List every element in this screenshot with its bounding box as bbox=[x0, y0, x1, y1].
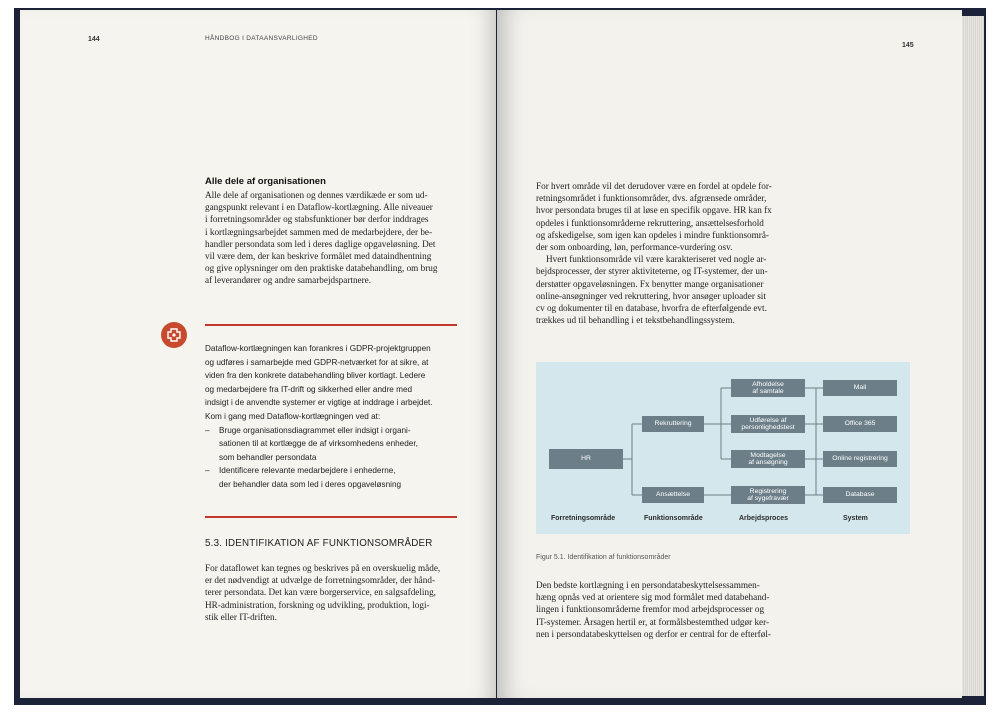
callout-line: viden fra den konkrete databehandling bliver kortlagt. Ledere bbox=[205, 371, 426, 381]
callout-bullet bbox=[205, 464, 465, 491]
subheading: Alle dele af organisationen bbox=[205, 176, 326, 187]
node-hr: HR bbox=[549, 449, 623, 469]
text-line: nen i persondatabeskyttelsen og derfor er central for de efterføl- bbox=[536, 628, 771, 639]
text-line: handler persondata som led i deres daglige opgaveløsning. Det bbox=[205, 238, 436, 249]
node-registrering bbox=[731, 486, 805, 504]
text-line: derstøtter opgaveløsningen. Fx benytter mange organisationer bbox=[536, 278, 764, 289]
text-line: Alle dele af organisationen og dennes værdikæde er som ud- bbox=[205, 190, 428, 200]
text-line: For hvert område vil det derudover være en fordel at opdele for- bbox=[536, 181, 772, 191]
callout-bottom-rule bbox=[205, 516, 457, 518]
text-line: retningsområdet i funktionsområder, dvs. afgrænsede områder, bbox=[536, 193, 767, 204]
node-line: personlighedstest bbox=[741, 424, 795, 431]
column-label: Funktionsområde bbox=[644, 515, 703, 522]
page-number-left: 144 bbox=[88, 36, 100, 43]
node-online-registrering: Online registrering bbox=[823, 451, 897, 467]
text-line: hæng opnås ved at orientere sig mod formålet med databehand- bbox=[536, 592, 770, 603]
text-line: og afskedigelse, som igen kan opdeles i mindre funktionsområ- bbox=[536, 229, 769, 240]
node-modtagelse bbox=[731, 450, 805, 468]
bullet-line: – Identificere relevante medarbejdere i enhederne, bbox=[219, 466, 396, 476]
callout-line: Dataflow-kortlægningen kan forankres i GDPR-projektgruppen bbox=[205, 344, 431, 353]
node-personlighedstest bbox=[731, 415, 805, 433]
text-line: trækkes ud til behandling i et tekstbehandlingssystem. bbox=[536, 315, 735, 326]
node-ansaettelse: Ansættelse bbox=[642, 487, 704, 503]
text-line: Den bedste kortlægning i en persondatabeskyttelsessammen- bbox=[536, 580, 760, 590]
callout-badge bbox=[161, 322, 187, 348]
text-line: cv og dokumenter til en database, hvorfra de efterfølgende evt. bbox=[536, 303, 767, 314]
bullet-line: – Bruge organisationsdiagrammet eller indsigt i organi- bbox=[219, 425, 411, 435]
section-title: 5.3. IDENTIFIKATION AF FUNKTIONSOMRÅDER bbox=[205, 538, 433, 549]
text-line: bejdsprocesser, der styrer aktiviteterne, og IT-systemer, der un- bbox=[536, 266, 768, 277]
node-rekruttering: Rekruttering bbox=[642, 416, 704, 432]
text-line: og give oplysninger om den praktiske databehandling, om brug bbox=[205, 263, 438, 274]
page-edges bbox=[962, 16, 984, 696]
node-office365: Office 365 bbox=[823, 416, 897, 432]
intro-paragraph bbox=[205, 189, 457, 287]
text-line: af leverandører og andre samarbejdspartnere. bbox=[205, 275, 372, 286]
node-line: Afholdelse bbox=[752, 380, 784, 388]
right-paragraphs bbox=[536, 180, 791, 326]
text-line: online-ansøgninger ved rekruttering, hvor ansøger uploader sit bbox=[536, 290, 766, 301]
text-line: lingen i funktionsområderne fremfor mod arbejdsprocesser og bbox=[536, 604, 765, 615]
text-line: hvor persondata bruges til at løse en specifik opgave. HR kan fx bbox=[536, 205, 772, 216]
node-line: Udførelse af bbox=[749, 416, 787, 424]
callout-line: og udføres i samarbejde med GDPR-netværket for at sikre, at bbox=[205, 357, 429, 367]
column-label: Forretningsområde bbox=[551, 515, 616, 522]
node-afholdelse bbox=[731, 379, 805, 397]
text-line: er det nødvendigt at udvælge de forretningsområder, der hånd- bbox=[205, 575, 436, 586]
bullet-line: sationen til at kortlægge de af virksomhedens enheder, bbox=[219, 439, 418, 449]
node-line: af ansøgning bbox=[748, 459, 788, 466]
text-line: HR-administration, forskning og udvikling, produktion, logi- bbox=[205, 599, 430, 610]
text-line: i kortlægningsarbejdet sammen med de medarbejdere, der be- bbox=[205, 226, 433, 237]
column-label: System bbox=[843, 515, 868, 522]
text-line: der som onboarding, løn, performance-vurdering osv. bbox=[536, 242, 733, 253]
text-line: opdeles i funktionsområderne rekruttering, ansættelsesforhold bbox=[536, 217, 764, 228]
callout-line: indsigt i de anvendte systemer er vigtige at inddrage i arbejdet. bbox=[205, 398, 433, 408]
text-line: gangspunkt relevant i en Dataflow-kortlægning. Alle niveauer bbox=[205, 202, 433, 213]
text-line: IT-systemer. Årsagen hertil er, at formålsbestemthed udgør ker- bbox=[536, 616, 770, 627]
text-line: stik eller IT-driften. bbox=[205, 611, 277, 622]
functions-diagram bbox=[536, 362, 910, 534]
bullet-line: der behandler data som led i deres opgaveløsning bbox=[219, 479, 402, 489]
node-line: af samtale bbox=[752, 388, 784, 395]
running-head: HÅNDBOG I DATAANSVARLIGHED bbox=[205, 35, 318, 42]
text-line: i forretningsområder og stabsfunktioner bør derfor inddrages bbox=[205, 214, 429, 225]
page-number-right: 145 bbox=[902, 42, 914, 49]
node-line: Registrering bbox=[749, 487, 787, 495]
callout-bullet bbox=[205, 424, 465, 465]
puzzle-icon bbox=[161, 322, 187, 348]
text-line: terer persondata. Det kan være borgerservice, en salgsafdeling, bbox=[205, 587, 436, 598]
callout-list bbox=[205, 424, 465, 492]
closing-paragraph bbox=[536, 579, 791, 640]
figure-caption: Figur 5.1. Identifikation af funktionsområder bbox=[536, 554, 671, 561]
callout-box bbox=[205, 342, 465, 492]
text-line: Hvert funktionsområde vil være karakteriseret ved nogle ar- bbox=[546, 254, 767, 265]
text-line: vil være dem, der kan beskrive formålet med dataindhentning bbox=[205, 251, 432, 262]
callout-line: Kom i gang med Dataflow-kortlægningen ved at: bbox=[205, 411, 381, 421]
bullet-line: som behandler persondata bbox=[219, 452, 317, 462]
text-line: For dataflowet kan tegnes og beskrives på en overskuelig måde, bbox=[205, 563, 441, 573]
node-line: af sygefravær bbox=[747, 495, 789, 502]
node-mail: Mail bbox=[823, 380, 897, 396]
callout-line: og medarbejdere fra IT-drift og sikkerhed eller andre med bbox=[205, 384, 413, 394]
column-label: Arbejdsproces bbox=[739, 515, 789, 522]
node-database: Database bbox=[823, 487, 897, 503]
section-paragraph bbox=[205, 562, 457, 623]
node-line: Modtagelse bbox=[750, 451, 786, 459]
callout-top-rule bbox=[205, 324, 457, 326]
